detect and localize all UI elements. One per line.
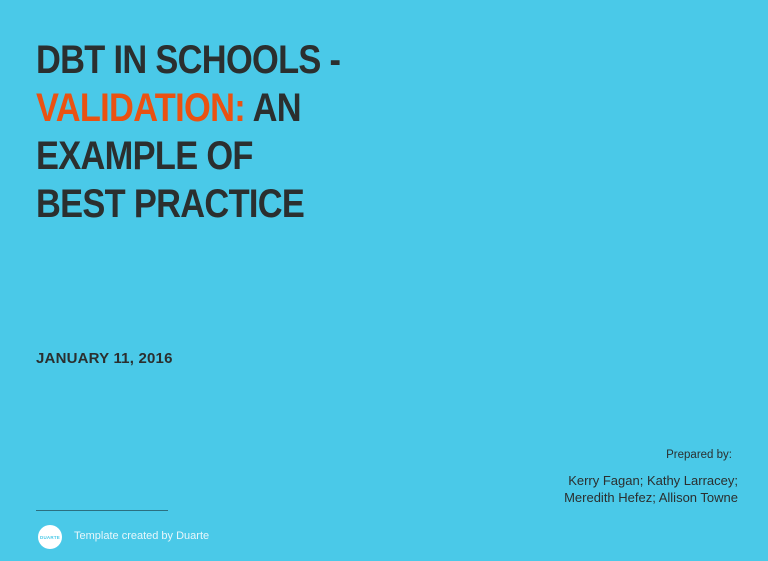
slide-title — [36, 36, 397, 228]
title-accent-word: VALIDATION: — [36, 86, 246, 130]
title-line-3: EXAMPLE OF — [36, 134, 253, 178]
authors-list — [564, 472, 738, 506]
title-line-2 — [36, 84, 397, 132]
logo-text: DUARTE — [40, 534, 60, 540]
presentation-date: JANUARY 11, 2016 — [36, 350, 173, 367]
prepared-by-label: Prepared by: — [666, 449, 732, 461]
title-line-4: BEST PRACTICE — [36, 182, 305, 226]
footer-divider — [36, 510, 168, 511]
authors-line-1: Kerry Fagan; Kathy Larracey; — [568, 473, 738, 488]
title-line-2-rest: AN — [245, 86, 301, 130]
template-credit: Template created by Duarte — [74, 530, 210, 542]
duarte-logo-icon — [38, 525, 62, 549]
title-line-1: DBT IN SCHOOLS - — [36, 38, 341, 82]
authors-line-2: Meredith Hefez; Allison Towne — [564, 490, 738, 505]
